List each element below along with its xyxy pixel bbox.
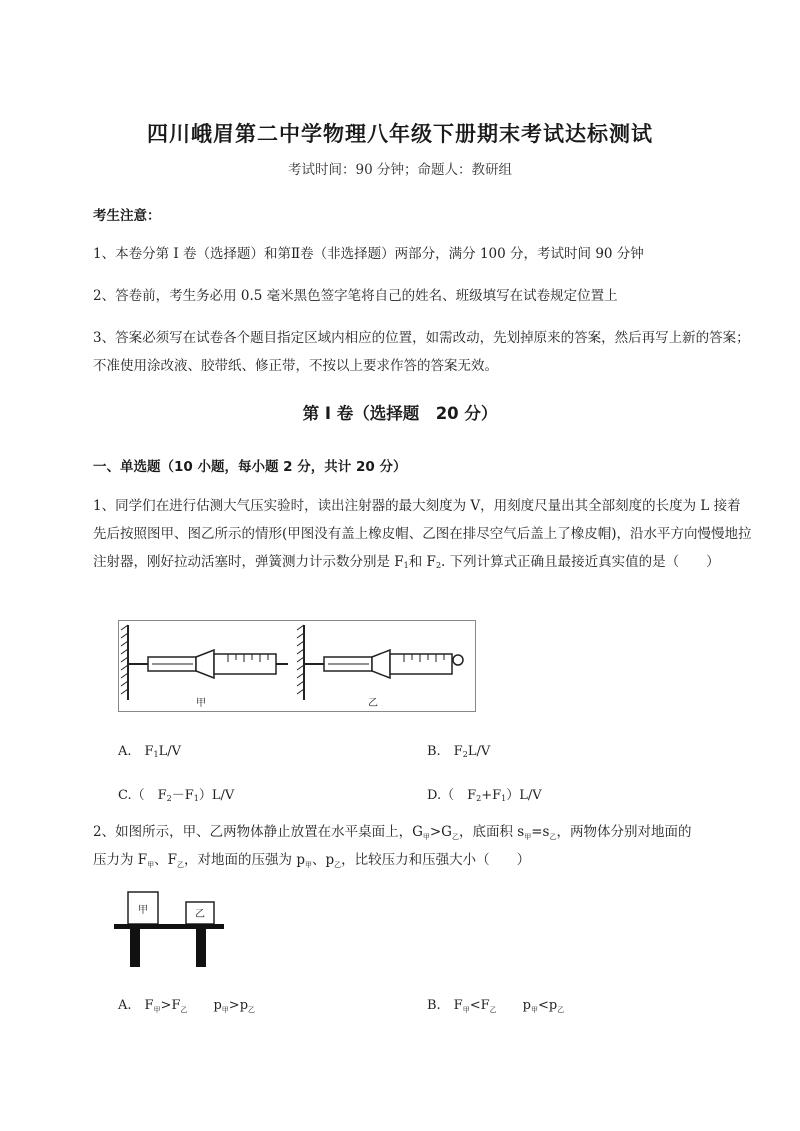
table-leg-right-icon (196, 929, 206, 967)
syringe-yi-icon (304, 650, 463, 678)
page-title: 四川峨眉第二中学物理八年级下册期末考试达标测试 (147, 122, 653, 146)
q1-option-b[interactable]: B. $F_2L/V$ (427, 744, 491, 759)
block-label-yi: 乙 (195, 909, 205, 920)
notice-item-1: 1、本卷分第 I 卷（选择题）和第Ⅱ卷（非选择题）两部分，满分 100 分，考试时间 90 分钟 (93, 246, 644, 262)
wall-right-icon (297, 625, 304, 700)
question-2-figure (112, 890, 227, 970)
notice-heading: 考生注意： (93, 208, 161, 224)
part-title: 一、单选题（10 小题，每小题 2 分，共计 20 分） (93, 459, 407, 475)
block-label-jia: 甲 (138, 905, 148, 916)
exam-info: 考试时间：90 分钟；命题人：教研组 (288, 162, 512, 178)
q2-option-a[interactable]: A. $F_甲>F_乙$ $p_甲>p_乙$ (118, 998, 256, 1014)
section-title: 第 I 卷（选择题 20 分） (302, 404, 498, 423)
q1-option-c[interactable]: C.（ $F_2-F_1)L/V$ (118, 788, 235, 803)
figure-label-jia: 甲 (196, 698, 206, 709)
question-2-line-2: 压力为 $F_甲$、$F_乙$，对地面的压强为 $p_甲$、$p_乙$，比较压力和压强大小（ ） (93, 852, 531, 869)
question-1-text: 1、同学们在进行估测大气压实验时，读出注射器的最大刻度为 V，用刻度尺量出其全部刻度的长度为 L 接着先后按照图甲、图乙所示的情形(甲图没有盖上橡皮帽、乙图在排尽空气后盖上了橡皮帽)，沿水平方向慢慢地拉注射器，刚好拉动活塞时，弹簧测力计示数分别是 $F_1$和 $F_2$. 下列计算式正确且最接近真实值的是（ ） (93, 498, 752, 570)
q1-option-a[interactable]: A. $F_1L/V$ (118, 744, 182, 759)
q2-option-b[interactable]: B. $F_甲<F_乙$ $p_甲<p_乙$ (427, 998, 565, 1014)
question-1-figure (118, 620, 476, 712)
wall-left-icon (121, 625, 128, 700)
table-leg-left-icon (130, 929, 140, 967)
q1-option-d[interactable]: D.（ $F_2+F_1)L/V$ (427, 788, 542, 803)
table-top-icon (114, 924, 224, 929)
syringe-jia-icon (128, 650, 288, 678)
notice-item-2: 2、答卷前，考生务必用 0.5 毫米黑色签字笔将自己的姓名、班级填写在试卷规定位置上 (93, 288, 618, 304)
question-2-line-1: 2、如图所示，甲、乙两物体静止放置在水平桌面上，$G_甲>G_乙$，底面积 $s_甲=s_乙$，两物体分别对地面的 (93, 824, 692, 841)
figure-label-yi: 乙 (368, 698, 378, 709)
notice-item-3: 3、答案必须写在试卷各个题目指定区域内相应的位置，如需改动，先划掉原来的答案，然后再写上新的答案；不准使用涂改液、胶带纸、修正带，不按以上要求作答的答案无效。 (93, 330, 750, 374)
